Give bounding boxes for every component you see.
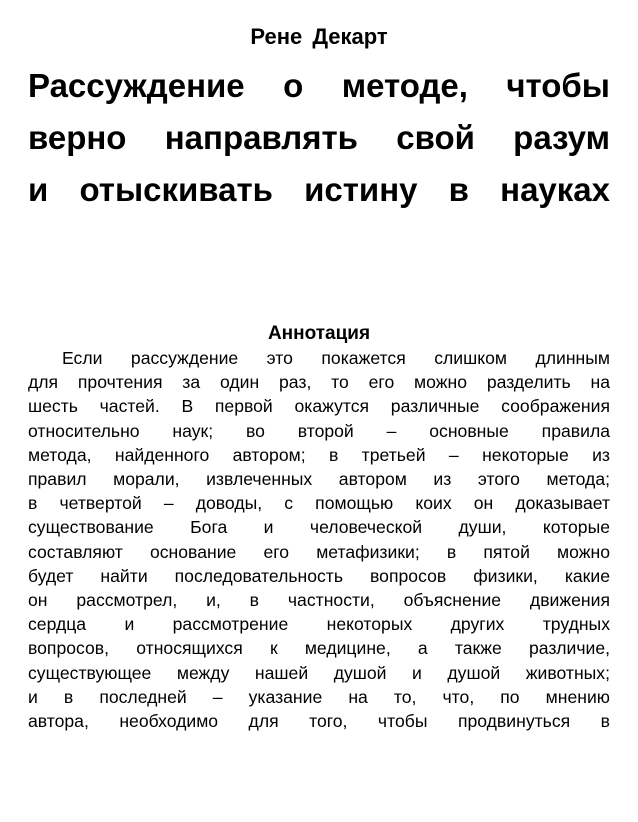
book-title bbox=[28, 60, 610, 216]
title-line: и отыскивать истину в науках bbox=[28, 171, 610, 208]
text-line: относительно наук; во второй – основные правила bbox=[28, 420, 610, 441]
title-line: верно направлять свой разум bbox=[28, 119, 610, 156]
text-line: в четвертой – доводы, с помощью коих он доказывает bbox=[28, 493, 610, 514]
document-page bbox=[28, 22, 610, 733]
text-line: будет найти последовательность вопросов физики, какие bbox=[28, 565, 610, 586]
author-name: Рене Декарт bbox=[250, 24, 388, 49]
text-line: шесть частей. В первой окажутся различные соображения bbox=[28, 396, 610, 417]
text-line: вопросов, относящихся к медицине, а также различие, bbox=[28, 638, 610, 659]
text-line: Если рассуждение это покажется слишком длинным bbox=[62, 348, 610, 368]
text-line: существование Бога и человеческой души, которые bbox=[28, 517, 610, 538]
annotation-text bbox=[28, 346, 610, 733]
annotation-heading: Аннотация bbox=[267, 323, 371, 344]
text-line: автора, необходимо для того, чтобы продвинуться в bbox=[28, 711, 610, 732]
text-line: правил морали, извлеченных автором из этого метода; bbox=[28, 469, 610, 490]
text-line: существующее между нашей душой и душой животных; bbox=[28, 662, 610, 683]
text-line: он рассмотрел, и, в частности, объяснение движения bbox=[28, 590, 610, 611]
text-line: метода, найденного автором; в третьей – некоторые из bbox=[28, 444, 610, 465]
text-line: составляют основание его метафизики; в пятой можно bbox=[28, 541, 610, 562]
text-line: для прочтения за один раз, то его можно разделить на bbox=[28, 372, 610, 393]
title-line: Рассуждение о методе, чтобы bbox=[28, 67, 610, 104]
text-line: сердца и рассмотрение некоторых других трудных bbox=[28, 614, 610, 635]
text-line: и в последней – указание на то, что, по мнению bbox=[28, 686, 610, 707]
